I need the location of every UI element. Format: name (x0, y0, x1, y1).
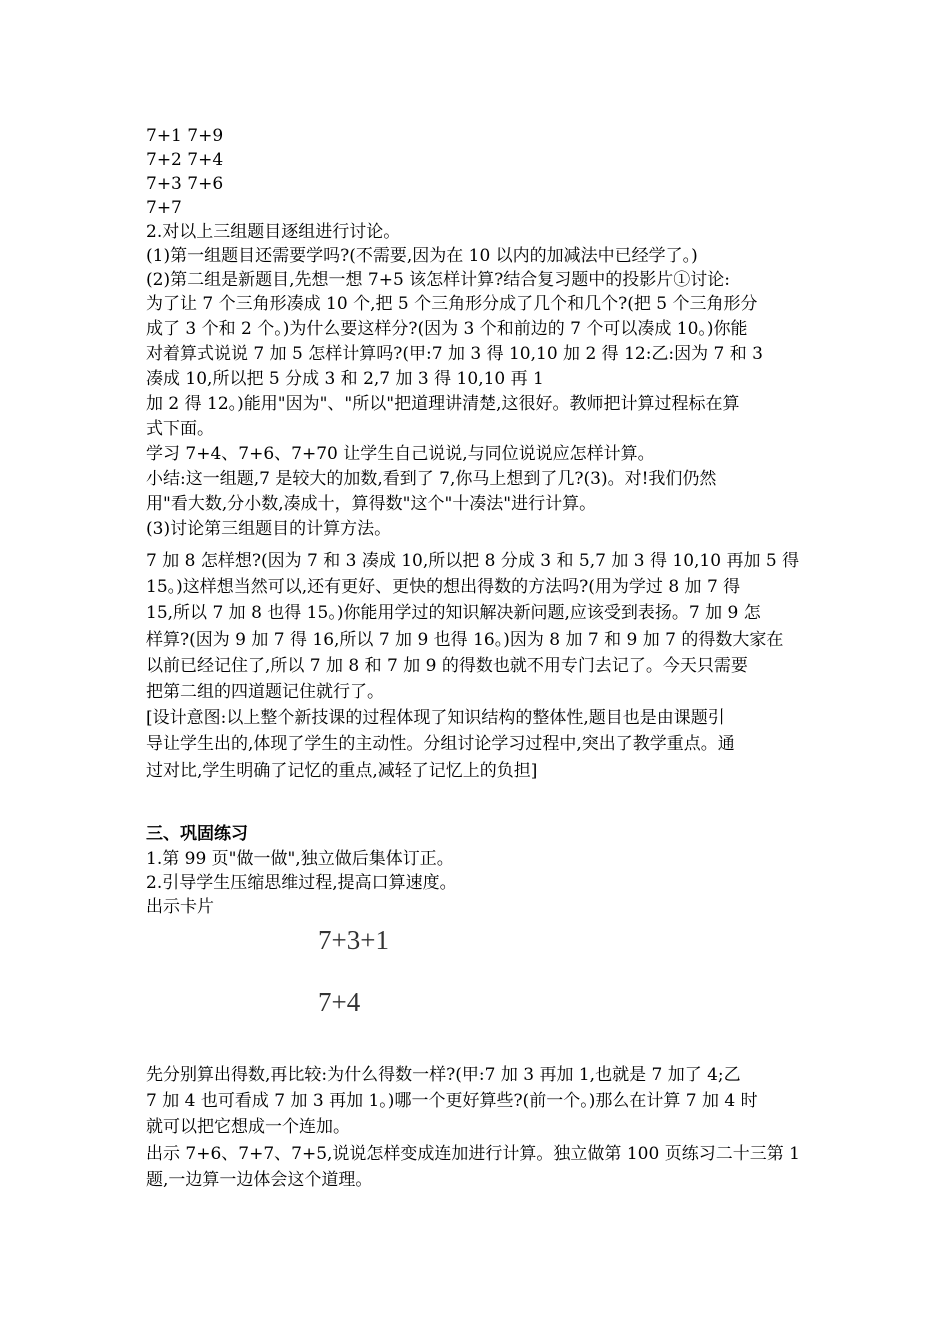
text-line: 成了 3 个和 2 个。)为什么要这样分?(因为 3 个和前边的 7 个可以凑成 10。)你能 (146, 319, 748, 339)
comparison-section (146, 1062, 816, 1193)
text-line: [设计意图:以上整个新技课的过程体现了知识结构的整体性,题目也是由课题引 (146, 708, 725, 729)
text-line: 2.引导学生压缩思维过程,提高口算速度。 (146, 873, 457, 893)
text-line: 1.第 99 页"做一做",独立做后集体订正。 (146, 849, 454, 869)
text-line: 导让学生出的,体现了学生的主动性。分组讨论学习过程中,突出了教学重点。通 (146, 734, 735, 755)
text-line: 15,所以 7 加 8 也得 15。)你能用学过的知识解决新问题,应该受到表扬。7 加 9 怎 (146, 603, 761, 624)
text-line: 就可以把它想成一个连加。 (146, 1117, 350, 1138)
text-line: (2)第二组是新题目,先想一想 7+5 该怎样计算?结合复习题中的投影片①讨论: (146, 270, 731, 290)
practice-section (146, 847, 816, 919)
text-line: 对着算式说说 7 加 5 怎样计算吗?(甲:7 加 3 得 10,10 加 2 得 12:乙:因为 7 和 3 (146, 344, 763, 364)
text-line: 学习 7+4、7+6、7+70 让学生自己说说,与同位说说应怎样计算。 (146, 444, 655, 464)
text-line: 题,一边算一边体会这个道理。 (146, 1169, 373, 1190)
text-line: 凑成 10,所以把 5 分成 3 和 2,7 加 3 得 10,10 再 1 (146, 369, 544, 389)
text-line: 7+3 7+6 (146, 174, 224, 194)
text-line: 7+1 7+9 (146, 126, 224, 146)
discussion-section (146, 124, 816, 542)
text-line: 出示卡片 (146, 897, 214, 917)
text-line: 过对比,学生明确了记忆的重点,减轻了记忆上的负担] (146, 760, 538, 781)
text-line: 样算?(因为 9 加 7 得 16,所以 7 加 9 也得 16。)因为 8 加 7 和 9 加 7 的得数大家在 (146, 629, 784, 650)
text-line: 2.对以上三组题目逐组进行讨论。 (146, 222, 401, 242)
text-line: 15。)这样想当然可以,还有更好、更快的想出得数的方法吗?(用为学过 8 加 7 得 (146, 577, 741, 598)
group-three-section (146, 548, 816, 784)
text-line: 7 加 4 也可看成 7 加 3 再加 1。)哪一个更好算些?(前一个。)那么在计算 7 加 4 时 (146, 1091, 758, 1112)
text-line: 加 2 得 12。)能用"因为"、"所以"把道理讲清楚,这很好。教师把计算过程标在算 (146, 394, 740, 414)
text-line: 把第二组的四道题记住就行了。 (146, 681, 384, 702)
text-line: (1)第一组题目还需要学吗?(不需要,因为在 10 以内的加减法中已经学了。) (146, 246, 698, 266)
text-line: 用"看大数,分小数,凑成十，算得数"这个"十凑法"进行计算。 (146, 494, 597, 514)
text-line: 出示 7+6、7+7、7+5,说说怎样变成连加进行计算。独立做第 100 页练习二十三第 1 (146, 1143, 800, 1164)
section-heading: 三、巩固练习 (146, 824, 248, 844)
text-line: 7 加 8 怎样想?(因为 7 和 3 凑成 10,所以把 8 分成 3 和 5,7 加 3 得 10,10 再加 5 得 (146, 551, 800, 571)
text-line: 式下面。 (146, 419, 214, 439)
flash-card-line-1: 7+3+1 (318, 925, 389, 955)
flash-card-line-2: 7+4 (318, 987, 361, 1017)
text-line: 先分别算出得数,再比较:为什么得数一样?(甲:7 加 3 再加 1,也就是 7 加了 4;乙 (146, 1065, 741, 1085)
text-line: 为了让 7 个三角形凑成 10 个,把 5 个三角形分成了几个和几个?(把 5 个三角形分 (146, 294, 758, 314)
text-line: 7+7 (146, 198, 182, 218)
text-line: 7+2 7+4 (146, 150, 224, 170)
text-line: (3)讨论第三组题目的计算方法。 (146, 519, 392, 539)
text-line: 以前已经记住了,所以 7 加 8 和 7 加 9 的得数也就不用专门去记了。今天只需要 (146, 655, 748, 676)
text-line: 小结:这一组题,7 是较大的加数,看到了 7,你马上想到了几?(3)。对!我们仍然 (146, 469, 717, 489)
